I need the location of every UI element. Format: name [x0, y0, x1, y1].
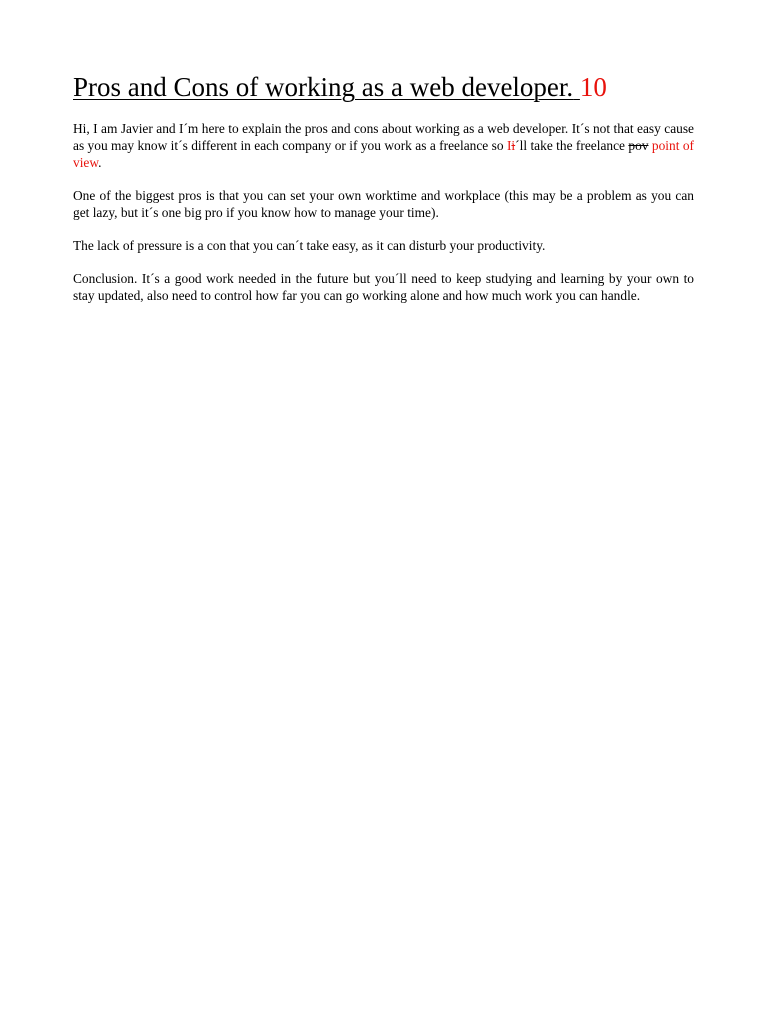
- struck-lowercase-i: i: [511, 138, 516, 153]
- intro-text-a: Hi, I am Javier and I´m here to explain the pros and cons about working as a web developer. It´s not that easy cause as you may know it´s different in each company or if you work as a freelance so: [73, 121, 694, 153]
- paragraph-cons: The lack of pressure is a con that you can´t take easy, as it can disturb your productivity.: [73, 238, 546, 253]
- correction-capital-i: I: [506, 138, 512, 153]
- intro-text-b: ´ll take the freelance: [515, 138, 629, 153]
- title-spacer: [573, 72, 580, 102]
- title-text: Pros and Cons of working as a web developer.: [73, 72, 574, 102]
- intro-text-c: .: [98, 155, 102, 170]
- document-page: [73, 70, 694, 320]
- paragraph-intro: [73, 120, 694, 171]
- struck-pov: pov: [628, 138, 649, 153]
- grade-mark: 10: [579, 72, 607, 102]
- document-title: [73, 70, 694, 104]
- correction-point-of-view: point of view: [73, 138, 694, 170]
- paragraph-conclusion: Conclusion. It´s a good work needed in the future but you´ll need to keep studying and learning by your own to stay updated, also need to control how far you can go working alone and how much work you can handle.: [73, 271, 694, 303]
- paragraph-pros: One of the biggest pros is that you can set your own worktime and workplace (this may be a problem as you can get lazy, but it´s one big pro if you know how to manage your time).: [73, 188, 694, 220]
